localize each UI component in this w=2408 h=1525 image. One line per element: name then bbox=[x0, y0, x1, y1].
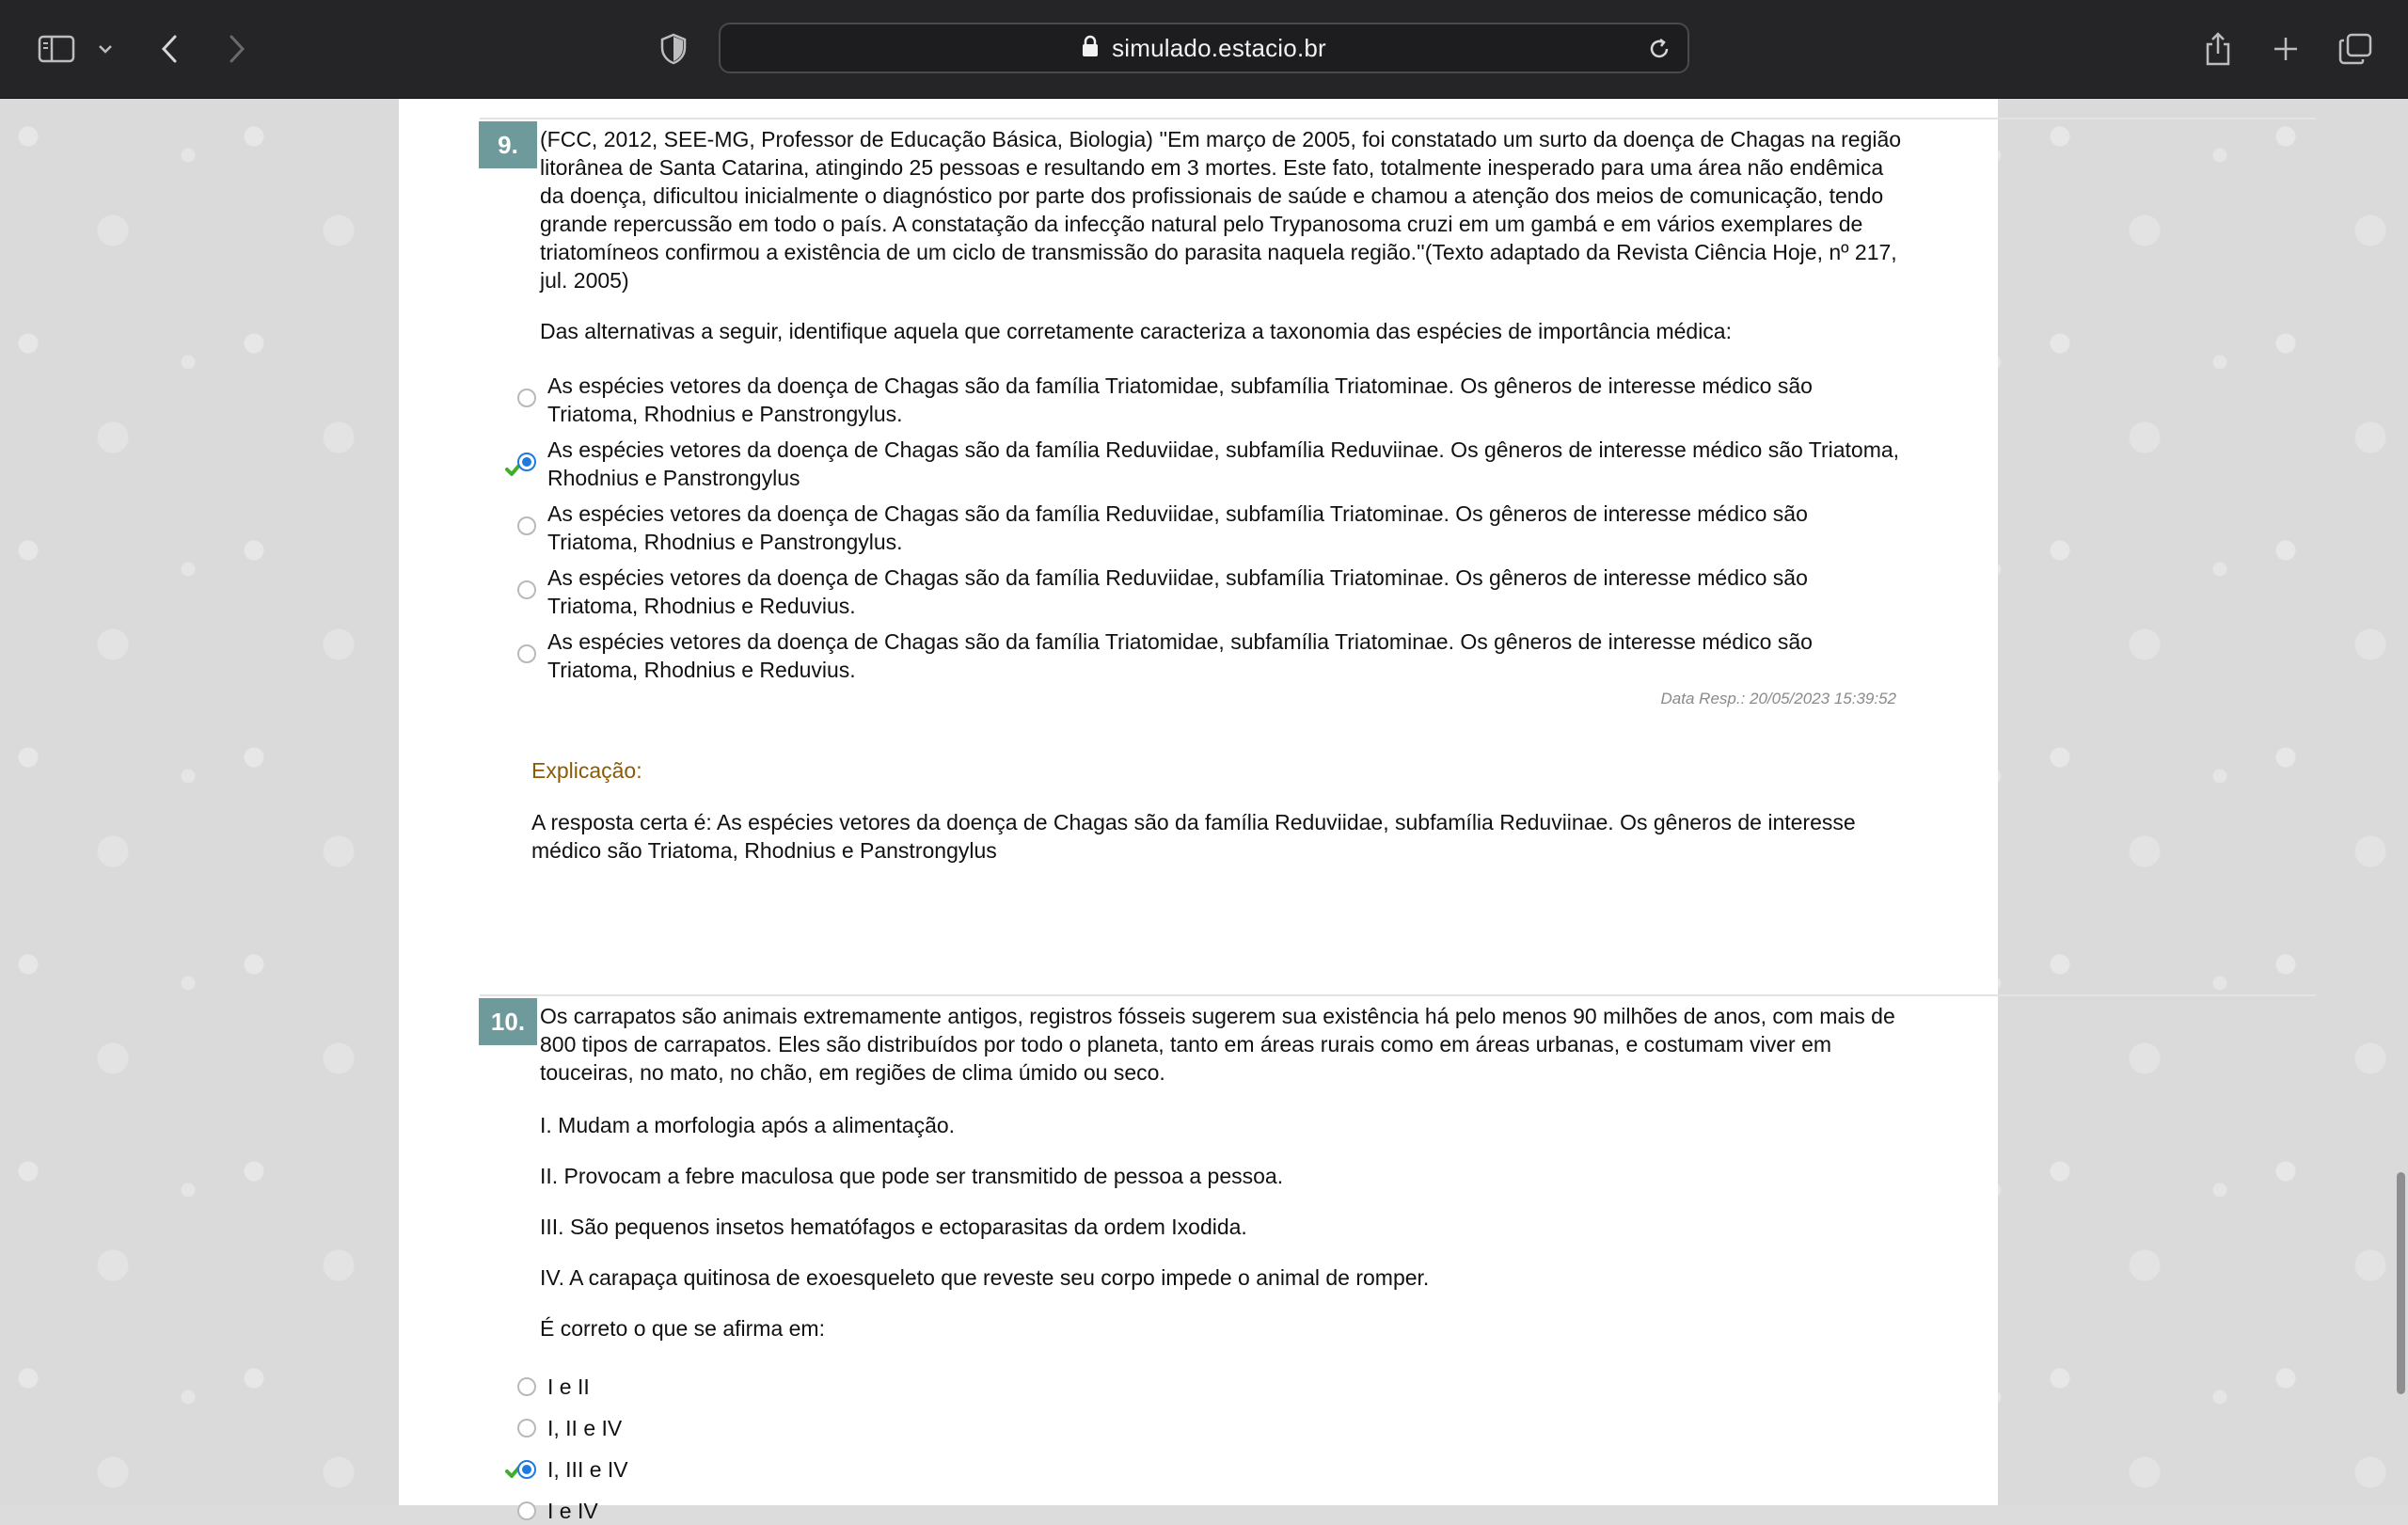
statement-item: II. Provocam a febre maculosa que pode ser transmitido de pessoa a pessoa. bbox=[540, 1164, 1284, 1188]
question-statement: (FCC, 2012, SEE-MG, Professor de Educação Básica, Biologia) ''Em março de 2005, foi constatado um surto da doença de Chagas na região litorânea de Santa Catarina, atingindo 25 pessoas e resultando em 3 mortes. Este fato, totalmente inesperado para uma área não endêmica da doença, dificultou inicialmente o diagnóstico por parte dos profissionais de saúde e chamou a atenção dos meios de comunicação, tendo grande repercussão em todo o país. A constatação da infecção natural pelo Trypanosoma cruzi em um gambá e em vários exemplares de triatomíneos confirmou a existência de um ciclo de transmissão do parasita naquela região.''(Texto adaptado da Revista Ciência Hoje, nº 217, jul. 2005) bbox=[540, 127, 1902, 293]
tabs-icon[interactable] bbox=[2333, 28, 2378, 70]
radio-button[interactable] bbox=[517, 516, 536, 535]
question-statement: Os carrapatos são animais extremamente antigos, registros fósseis sugerem sua existência há pelo menos 90 milhões de anos, com mais de 800 tipos de carrapatos. Eles são distribuídos por todo o planeta, tanto em áreas rurais como em áreas urbanas, e costumam viver em touceiras, no mato, no chão, em regiões de clima úmido ou seco. bbox=[540, 1004, 1895, 1085]
scrollbar[interactable] bbox=[2397, 1172, 2405, 1394]
lock-icon bbox=[1082, 35, 1099, 62]
reload-icon[interactable] bbox=[1644, 34, 1674, 64]
question-divider bbox=[480, 118, 2316, 119]
option-label: As espécies vetores da doença de Chagas são da família Reduviidae, subfamília Triatominae. Os gêneros de interesse médico são Triatoma, Rhodnius e Reduvius. bbox=[547, 565, 1808, 618]
exam-content bbox=[399, 99, 1998, 1523]
question-divider bbox=[480, 994, 2316, 996]
radio-button[interactable] bbox=[517, 580, 536, 599]
statement-item: III. São pequenos insetos hematófagos e ectoparasitas da ordem Ixodida. bbox=[540, 1215, 1247, 1239]
question-number: 10. bbox=[479, 998, 537, 1045]
question-prompt: Das alternativas a seguir, identifique aquela que corretamente caracteriza a taxonomia das espécies de importância médica: bbox=[540, 319, 1732, 343]
radio-button[interactable] bbox=[517, 1419, 536, 1438]
sidebar-icon[interactable] bbox=[34, 28, 79, 70]
share-icon[interactable] bbox=[2197, 28, 2239, 70]
option-label: I, III e IV bbox=[547, 1457, 628, 1482]
url-text: simulado.estacio.br bbox=[1112, 33, 1326, 62]
radio-button[interactable] bbox=[517, 644, 536, 663]
statement-item: IV. A carapaça quitinosa de exoesqueleto que reveste seu corpo impede o animal de romper. bbox=[540, 1265, 1430, 1290]
back-icon[interactable] bbox=[154, 28, 184, 70]
radio-button-selected[interactable] bbox=[517, 453, 536, 471]
forward-icon[interactable] bbox=[222, 28, 252, 70]
radio-button[interactable] bbox=[517, 1501, 536, 1520]
question-prompt: É correto o que se afirma em: bbox=[540, 1316, 825, 1341]
explanation-text: A resposta certa é: As espécies vetores da doença de Chagas são da família Reduviidae, subfamília Reduviinae. Os gêneros de interesse médico são Triatoma, Rhodnius e Panstrongylus bbox=[531, 810, 1856, 863]
option-label: I e II bbox=[547, 1374, 590, 1399]
option-label: As espécies vetores da doença de Chagas são da família Triatomidae, subfamília Triatominae. Os gêneros de interesse médico são Triatoma, Rhodnius e Panstrongylus. bbox=[547, 373, 1813, 426]
shield-icon[interactable] bbox=[655, 28, 692, 70]
address-bar[interactable] bbox=[719, 23, 1689, 73]
response-date: Data Resp.: 20/05/2023 15:39:52 bbox=[1660, 690, 1896, 707]
option-label: I e IV bbox=[547, 1499, 598, 1523]
statement-item: I. Mudam a morfologia após a alimentação. bbox=[540, 1113, 956, 1137]
browser-toolbar bbox=[0, 0, 2408, 99]
option-label: I, II e IV bbox=[547, 1416, 623, 1440]
explanation-title: Explicação: bbox=[531, 758, 642, 783]
radio-button-selected[interactable] bbox=[517, 1460, 536, 1479]
radio-button[interactable] bbox=[517, 1377, 536, 1396]
option-label: As espécies vetores da doença de Chagas são da família Reduviidae, subfamília Reduviinae. Os gêneros de interesse médico são Triatoma, Rhodnius e Panstrongylus bbox=[547, 437, 1900, 490]
question-number: 9. bbox=[479, 121, 537, 168]
option-label: As espécies vetores da doença de Chagas são da família Reduviidae, subfamília Triatominae. Os gêneros de interesse médico são Triatoma, Rhodnius e Panstrongylus. bbox=[547, 501, 1808, 554]
radio-button[interactable] bbox=[517, 389, 536, 407]
plus-icon[interactable] bbox=[2265, 28, 2306, 70]
option-label: As espécies vetores da doença de Chagas são da família Triatomidae, subfamília Triatominae. Os gêneros de interesse médico são Triatoma, Rhodnius e Reduvius. bbox=[547, 629, 1813, 682]
chevron-down-icon[interactable] bbox=[92, 28, 119, 70]
